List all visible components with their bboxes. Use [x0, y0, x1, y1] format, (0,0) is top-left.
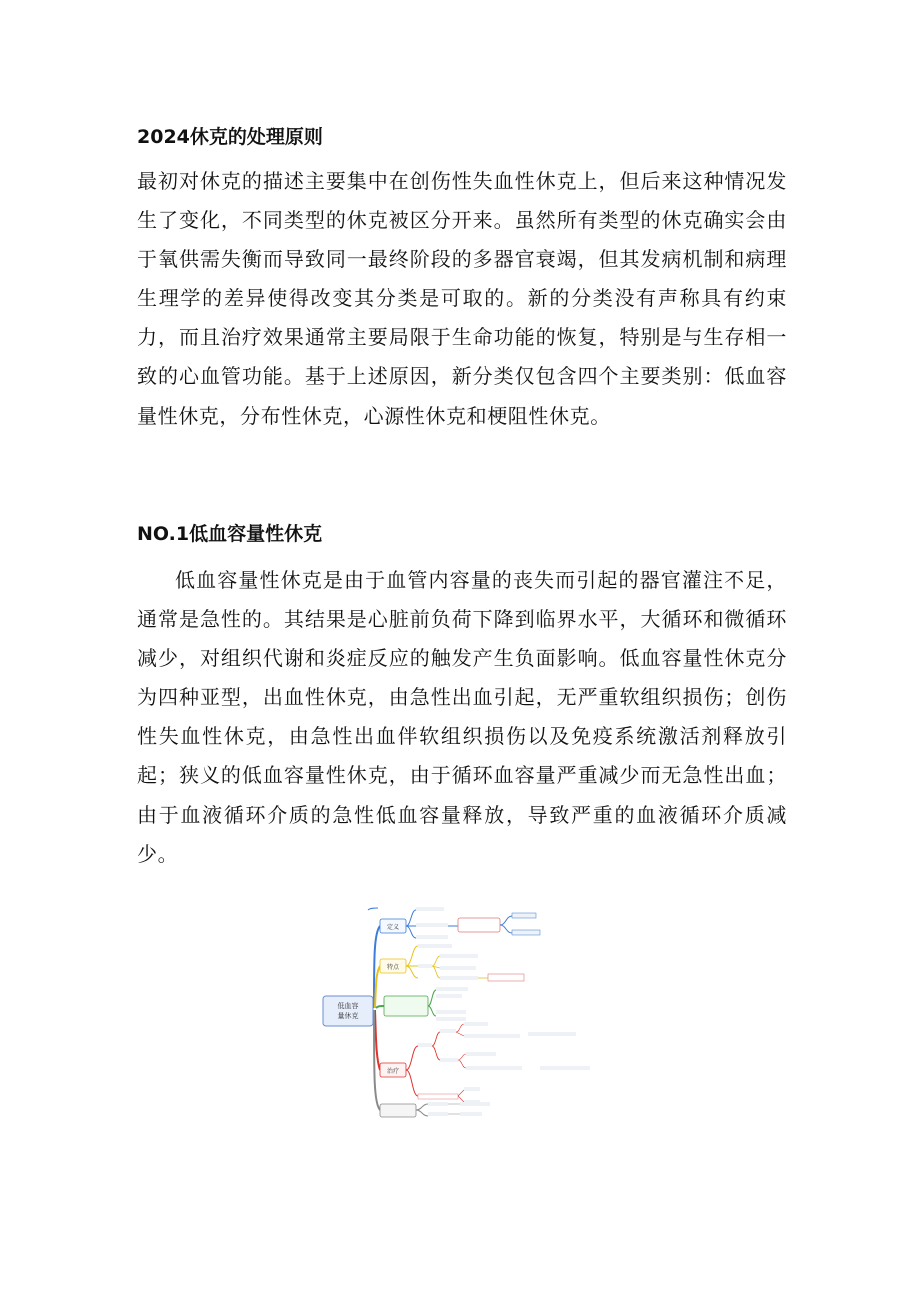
intro-paragraph: 最初对休克的描述主要集中在创伤性失血性休克上，但后来这种情况发生了变化，不同类型的休克被区分开来。虽然所有类型的休克确实会由于氧供需失衡而导致同一最终阶段的多器官衰竭，但其发病机制和病理生理学的差异使得改变其分类是可取的。新的分类没有声称具有约束力，而且治疗效果通常主要局限于生命功能的恢复，特别是与生存相一致的心血管功能。基于上述原因，新分类仅包含四个主要类别：低血容量性休克，分布性休克，心源性休克和梗阻性休克。: [137, 169, 787, 428]
mindmap-node-treatment: 治疗: [386, 1068, 400, 1075]
mindmap-root-node: [323, 996, 373, 1026]
mindmap-node-features: 特点: [386, 964, 400, 971]
section-paragraph-hypovolemic: 低血容量性休克是由于血管内容量的丧失而引起的器官灌注不足，通常是急性的。其结果是心脏前负荷下降到临界水平，大循环和微循环减少，对组织代谢和炎症反应的触发产生负面影响。低血容量性休克分为四种亚型，出血性休克，由急性出血引起，无严重软组织损伤；创伤性失血性休克，由急性出血伴软组织损伤以及免疫系统激活剂释放引起；狭义的低血容量性休克，由于循环血容量严重减少而无急性出血；由于血液循环介质的急性低血容量释放，导致严重的血液循环介质减少。: [137, 568, 787, 866]
mindmap-figure: [318, 898, 608, 1128]
svg-text:量休克: 量休克: [337, 1012, 359, 1020]
mindmap-root-label: 低血容: [337, 1002, 359, 1010]
mindmap-node-definition: 定义: [386, 924, 400, 931]
section-heading-hypovolemic: NO.1低血容量性休克: [137, 523, 323, 545]
article-title: 2024休克的处理原则: [137, 126, 323, 148]
